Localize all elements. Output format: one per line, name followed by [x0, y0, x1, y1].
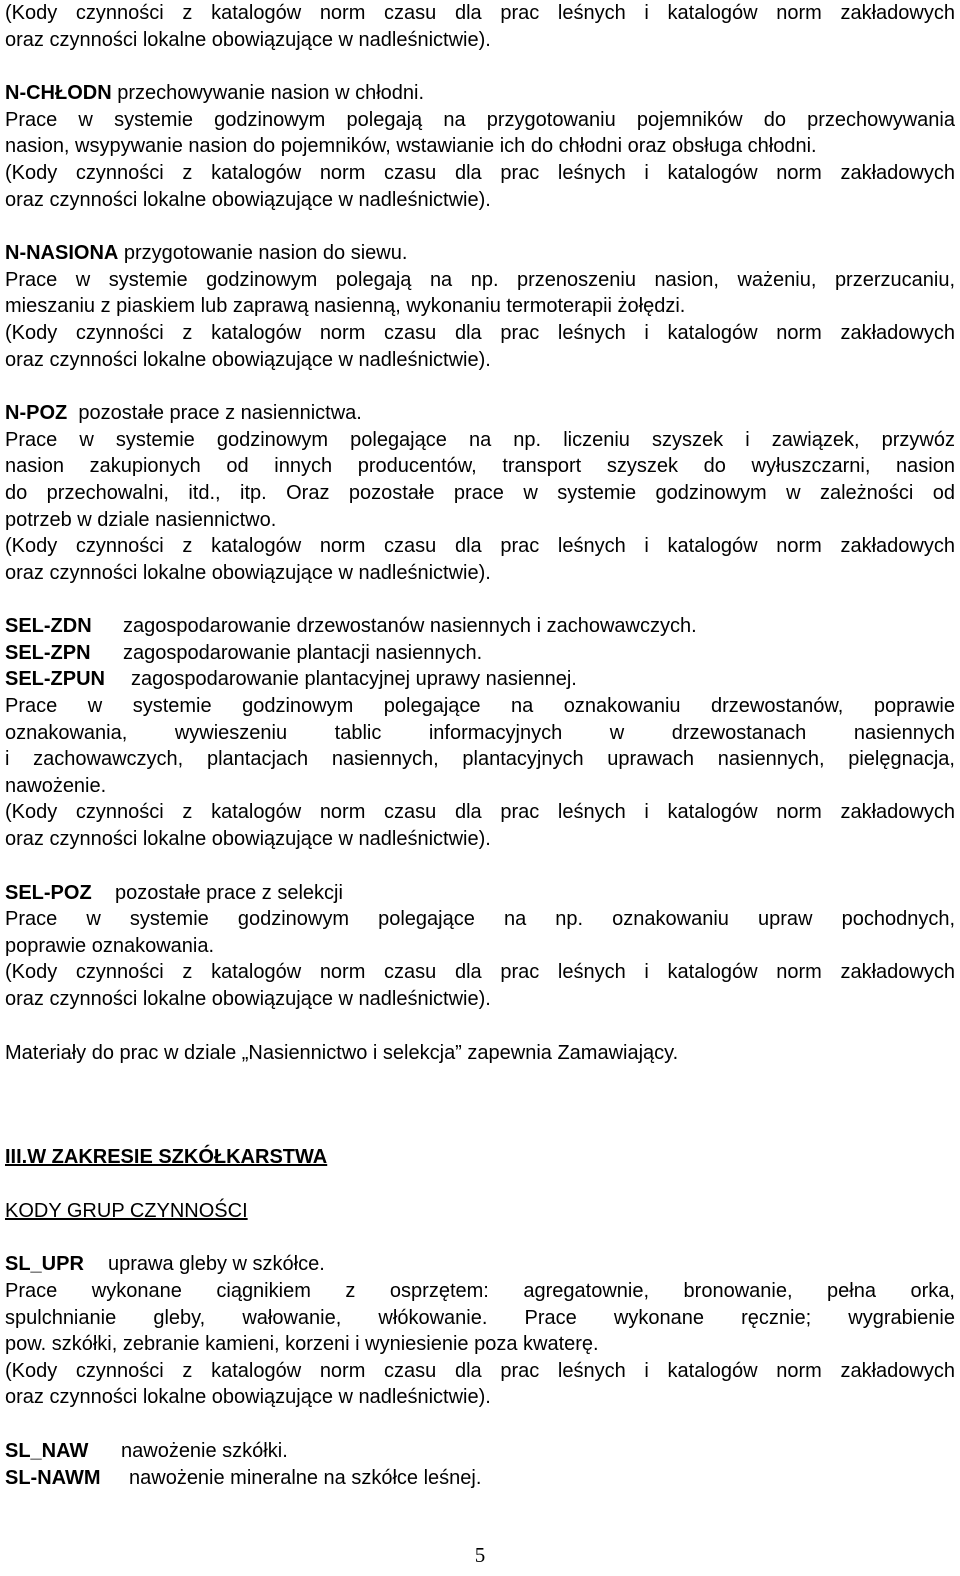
title-n-nasiona: przygotowanie nasion do siewu. [118, 242, 408, 265]
title-sel-zdn: zagospodarowanie drzewostanów nasiennych i zachowawczych. [123, 615, 697, 638]
kody-note-line1: (Kody czynności z katalogów norm czasu dla prac leśnych i katalogów norm zakładowych [5, 801, 955, 824]
desc-sl-upr-1: Prace wykonane ciągnikiem z osprzętem: agregatownie, bronowanie, pełna orka, [5, 1279, 955, 1302]
title-n-poz: pozostałe prace z nasiennictwa. [67, 402, 362, 425]
kody-note-line2: oraz czynności lokalne obowiązujące w nadleśnictwie). [5, 561, 491, 584]
code-sel-zdn: SEL-ZDN [5, 615, 92, 638]
desc-n-poz-3: do przechowalni, itd., itp. Oraz pozostałe prace w systemie godzinowym w zależności od [5, 481, 955, 504]
kody-note-line2: oraz czynności lokalne obowiązujące w nadleśnictwie). [5, 28, 491, 51]
kody-note-line1: (Kody czynności z katalogów norm czasu dla prac leśnych i katalogów norm zakładowych [5, 2, 955, 24]
title-sl-naw: nawożenie szkółki. [121, 1439, 288, 1462]
entry-sl-nawm-title [5, 1465, 955, 1492]
materials-note: Materiały do prac w dziale „Nasiennictwo i selekcja” zapewnia Zamawiający. [5, 1041, 679, 1064]
desc-sel-poz-1: Prace w systemie godzinowym polegające na np. oznakowaniu upraw pochodnych, [5, 908, 955, 931]
desc-n-chlodn-2: nasion, wsypywanie nasion do pojemników, wstawianie ich do chłodni oraz obsługa chłodni. [5, 135, 817, 158]
kody-note-line1: (Kody czynności z katalogów norm czasu dla prac leśnych i katalogów norm zakładowych [5, 1359, 955, 1382]
entry-sel-zpn-title [5, 640, 955, 667]
desc-n-chlodn-1: Prace w systemie godzinowym polegają na przygotowaniu pojemników do przechowywania [5, 108, 955, 131]
code-n-chlodn: N-CHŁODN [5, 82, 112, 105]
section-heading: III.W ZAKRESIE SZKÓŁKARSTWA [5, 1146, 328, 1169]
desc-n-poz-4: potrzeb w dziale nasiennictwo. [5, 508, 277, 531]
desc-sel-poz-2: poprawie oznakowania. [5, 934, 215, 957]
code-sel-poz: SEL-POZ [5, 881, 92, 904]
page-number: 5 [474, 1543, 486, 1567]
kody-note-line1: (Kody czynności z katalogów norm czasu dla prac leśnych i katalogów norm zakładowych [5, 535, 955, 558]
desc-n-poz-1: Prace w systemie godzinowym polegające na np. liczeniu szyszek i zawiązek, przywóz [5, 428, 955, 451]
desc-sl-upr-3: pow. szkółki, zebranie kamieni, korzeni i wyniesienie poza kwaterę. [5, 1333, 599, 1356]
kody-note-line1: (Kody czynności z katalogów norm czasu dla prac leśnych i katalogów norm zakładowych [5, 161, 955, 184]
entry-n-nasiona-title [5, 240, 955, 267]
kody-note-line2: oraz czynności lokalne obowiązujące w nadleśnictwie). [5, 828, 491, 851]
desc-sel-3: i zachowawczych, plantacjach nasiennych, plantacyjnych uprawach nasiennych, pielęgnacja, [5, 748, 955, 771]
entry-sl-upr-title [5, 1251, 955, 1278]
entry-sl-naw-title [5, 1438, 955, 1465]
code-n-poz: N-POZ [5, 402, 68, 425]
code-sel-zpn: SEL-ZPN [5, 641, 91, 664]
section-subheading: KODY GRUP CZYNNOŚCI [5, 1199, 248, 1222]
entry-sel-zdn-title [5, 613, 955, 640]
code-n-nasiona: N-NASIONA [5, 242, 119, 265]
desc-sel-2: oznakowania, wywieszeniu tablic informacyjnych w drzewostanach nasiennych [5, 721, 955, 744]
kody-note-line1: (Kody czynności z katalogów norm czasu dla prac leśnych i katalogów norm zakładowych [5, 961, 955, 984]
title-sl-upr: uprawa gleby w szkółce. [108, 1253, 325, 1276]
entry-n-chlodn-title [5, 80, 955, 107]
kody-note-line2: oraz czynności lokalne obowiązujące w nadleśnictwie). [5, 348, 491, 371]
code-sl-naw: SL_NAW [5, 1439, 89, 1462]
title-sel-poz: pozostałe prace z selekcji [115, 881, 343, 904]
title-sl-nawm: nawożenie mineralne na szkółce leśnej. [129, 1466, 482, 1489]
entry-sel-zpun-title [5, 666, 955, 693]
kody-note-line2: oraz czynności lokalne obowiązujące w nadleśnictwie). [5, 988, 491, 1010]
desc-n-nasiona-2: mieszaniu z piaskiem lub zaprawą nasienną, wykonaniu termoterapii żołędzi. [5, 295, 686, 318]
desc-sl-upr-2: spulchnianie gleby, wałowanie, włókowanie. Prace wykonane ręcznie; wygrabienie [5, 1306, 955, 1329]
title-sel-zpun: zagospodarowanie plantacyjnej uprawy nasiennej. [131, 668, 577, 691]
kody-note-line2: oraz czynności lokalne obowiązujące w nadleśnictwie). [5, 188, 491, 211]
desc-sel-1: Prace w systemie godzinowym polegające na oznakowaniu drzewostanów, poprawie [5, 695, 955, 718]
entry-sel-poz-title [5, 880, 955, 907]
desc-n-nasiona-1: Prace w systemie godzinowym polegają na np. przenoszeniu nasion, ważeniu, przerzucaniu, [5, 268, 955, 291]
desc-n-poz-2: nasion zakupionych od innych producentów, transport szyszek do wyłuszczarni, nasion [5, 455, 955, 478]
document-page [5, 0, 955, 1491]
code-sl-upr: SL_UPR [5, 1253, 84, 1276]
entry-n-poz-title [5, 400, 955, 427]
kody-note-line2: oraz czynności lokalne obowiązujące w nadleśnictwie). [5, 1386, 491, 1409]
kody-note-line1: (Kody czynności z katalogów norm czasu dla prac leśnych i katalogów norm zakładowych [5, 321, 955, 344]
code-sl-nawm: SL-NAWM [5, 1466, 101, 1489]
title-sel-zpn: zagospodarowanie plantacji nasiennych. [123, 641, 483, 664]
title-n-chlodn: przechowywanie nasion w chłodni. [111, 82, 425, 105]
code-sel-zpun: SEL-ZPUN [5, 668, 105, 691]
desc-sel-4: nawożenie. [5, 774, 107, 797]
